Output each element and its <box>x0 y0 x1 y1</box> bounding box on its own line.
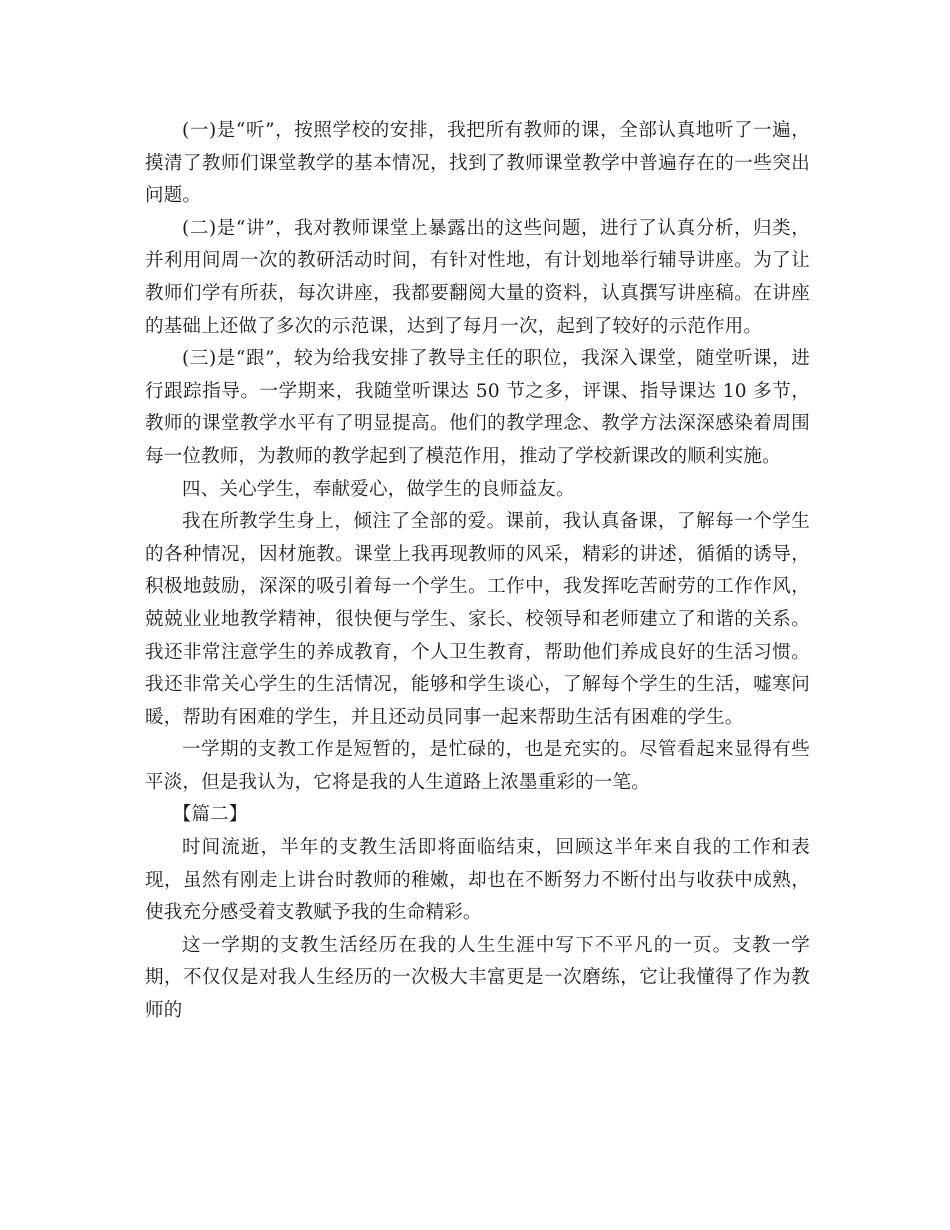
paragraph-lecture: (二)是“讲”，我对教师课堂上暴露出的这些问题，进行了认真分析，归类，并利用间周一次的教研活动时间，有针对性地，有计划地举行辅导讲座。为了让教师们学有所获，每次讲座，我都要翻阅大量的资料，认真撰写讲座稿。在讲座的基础上还做了多次的示范课，达到了每月一次，起到了较好的示范作用。 <box>145 217 810 337</box>
paragraph-time-passes: 时间流逝，半年的支教生活即将面临结束，回顾这半年来自我的工作和表现，虽然有刚走上讲台时教师的稚嫩，却也在不断努力不断付出与收获中成熟，使我充分感受着支教赋予我的生命精彩。 <box>145 837 810 924</box>
section-heading-care-students: 四、关心学生，奉献爱心，做学生的良师益友。 <box>182 478 575 500</box>
paragraph-follow: (三)是“跟”，较为给我安排了教导主任的职位，我深入课堂，随堂听课，进行跟踪指导。一学期来，我随堂听课达 50 节之多，评课、指导课达 10 多节，教师的课堂教学水平有了明显提高。他们的教学理念、教学方法深深感染着周围每一位教师，为教师的教学起到了模范作用，推动了学校新课改的顺利实施。 <box>145 348 810 467</box>
paragraph-love-students: 我在所教学生身上，倾注了全部的爱。课前，我认真备课，了解每一个学生的各种情况，因材施教。课堂上我再现教师的风采，精彩的讲述，循循的诱导，积极地鼓励，深深的吸引着每一个学生。工作中，我发挥吃苦耐劳的工作作风，兢兢业业地教学精神，很快便与学生、家长、校领导和老师建立了和谐的关系。我还非常注意学生的养成教育，个人卫生教育，帮助他们养成良好的生活习惯。我还非常关心学生的生活情况，能够和学生谈心，了解每个学生的生活，嘘寒问暖，帮助有困难的学生，并且还动员同事一起来帮助生活有困难的学生。 <box>145 511 810 728</box>
paragraph-semester-experience: 这一学期的支教生活经历在我的人生生涯中写下不平凡的一页。支教一学期，不仅仅是对我人生经历的一次极大丰富更是一次磨练，它让我懂得了作为教师的 <box>145 934 810 1022</box>
paragraph-summary: 一学期的支教工作是短暂的，是忙碌的，也是充实的。尽管看起来显得有些平淡，但是我认为，它将是我的人生道路上浓墨重彩的一笔。 <box>145 739 810 793</box>
chapter-heading-part-two: 【篇二】 <box>172 804 248 826</box>
document-body <box>145 115 810 1028</box>
paragraph-listen: (一)是“听”，按照学校的安排，我把所有教师的课，全部认真地听了一遍，摸清了教师们课堂教学的基本情况，找到了教师课堂教学中普遍存在的一些突出问题。 <box>145 120 810 207</box>
